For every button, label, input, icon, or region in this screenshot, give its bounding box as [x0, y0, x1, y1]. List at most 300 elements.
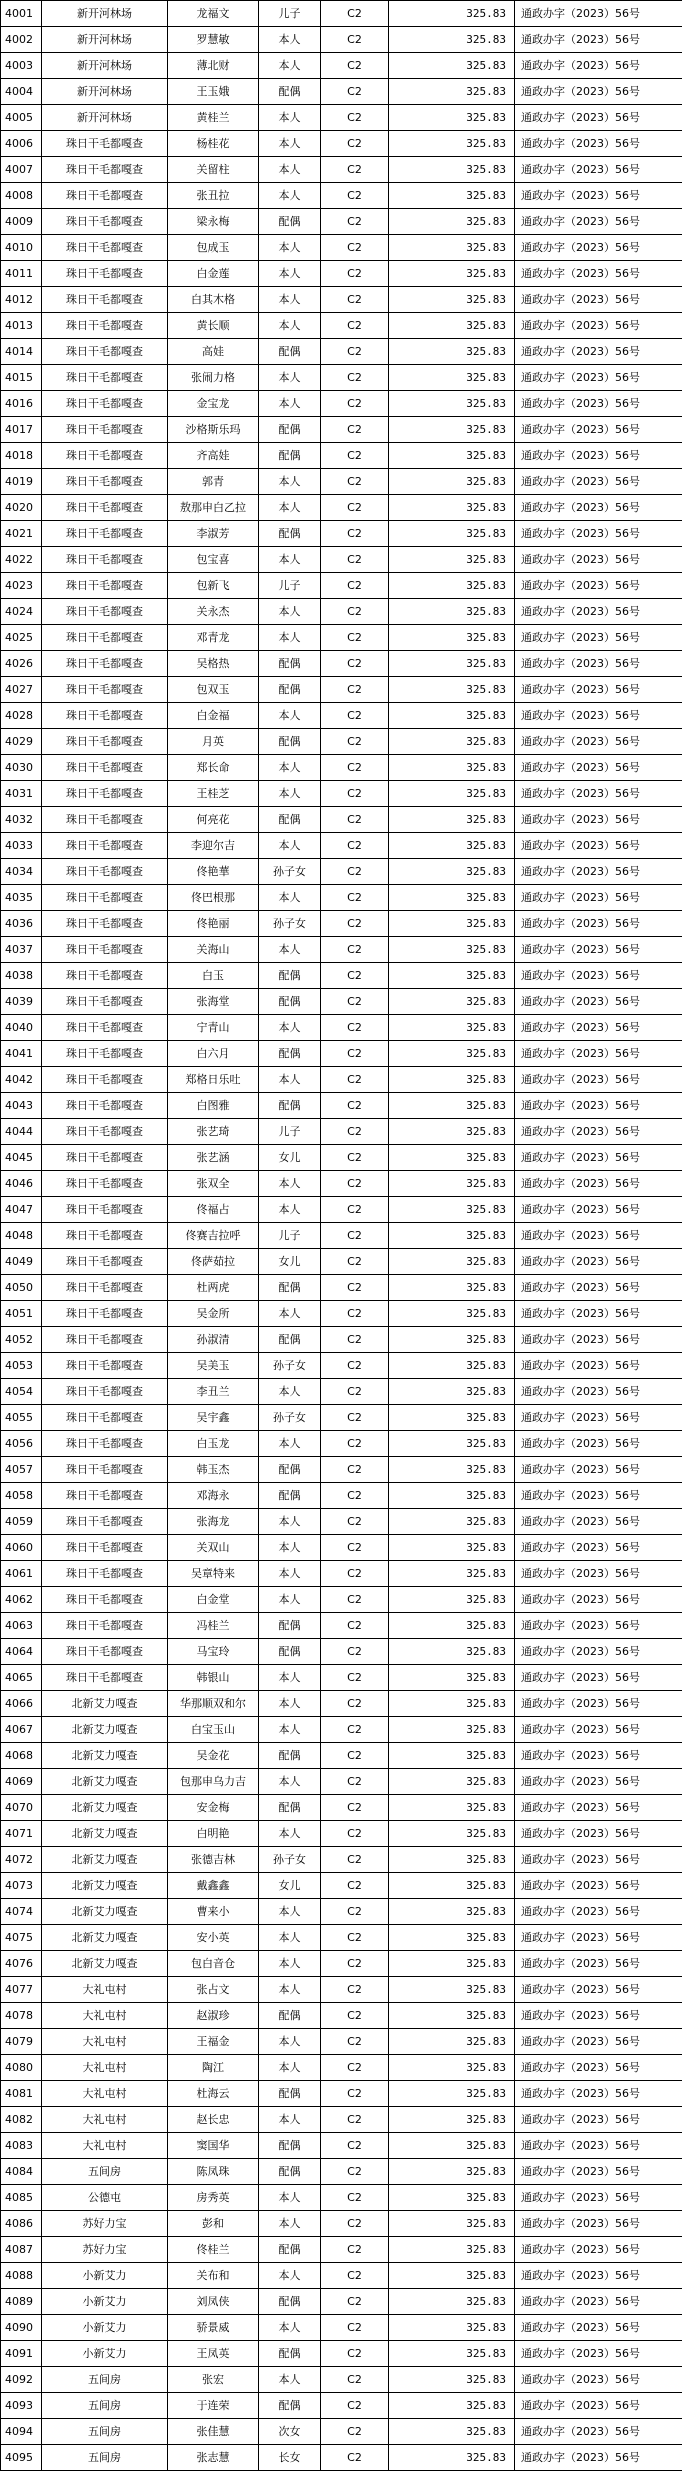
serial-number-cell: 4070 [1, 1795, 42, 1821]
relation-cell: 本人 [259, 599, 321, 625]
name-cell: 白明艳 [168, 1821, 259, 1847]
serial-number-cell: 4080 [1, 2055, 42, 2081]
name-cell: 王桂芝 [168, 781, 259, 807]
document-number-cell: 通政办字（2023）56号 [515, 1717, 682, 1743]
village-cell: 珠日干毛都嘎查 [42, 573, 168, 599]
document-number-cell: 通政办字（2023）56号 [515, 1613, 682, 1639]
table-row [1, 443, 682, 469]
amount-cell: 325.83 [389, 209, 515, 235]
document-number-cell: 通政办字（2023）56号 [515, 261, 682, 287]
village-cell: 珠日干毛都嘎查 [42, 651, 168, 677]
name-cell: 陈凤珠 [168, 2159, 259, 2185]
table-row [1, 313, 682, 339]
relation-cell: 本人 [259, 781, 321, 807]
serial-number-cell: 4003 [1, 53, 42, 79]
serial-number-cell: 4073 [1, 1873, 42, 1899]
village-cell: 北新艾力嘎查 [42, 1873, 168, 1899]
document-number-cell: 通政办字（2023）56号 [515, 625, 682, 651]
name-cell: 赵长忠 [168, 2107, 259, 2133]
name-cell: 何亮花 [168, 807, 259, 833]
name-cell: 赵淑珍 [168, 2003, 259, 2029]
serial-number-cell: 4051 [1, 1301, 42, 1327]
license-class-cell: C2 [321, 651, 389, 677]
relation-cell: 本人 [259, 547, 321, 573]
relation-cell: 本人 [259, 1015, 321, 1041]
name-cell: 张志慧 [168, 2445, 259, 2471]
relation-cell: 本人 [259, 1951, 321, 1977]
name-cell: 包那申乌力吉 [168, 1769, 259, 1795]
relation-cell: 本人 [259, 53, 321, 79]
name-cell: 白六月 [168, 1041, 259, 1067]
serial-number-cell: 4039 [1, 989, 42, 1015]
table-row [1, 703, 682, 729]
table-row [1, 1587, 682, 1613]
serial-number-cell: 4045 [1, 1145, 42, 1171]
amount-cell: 325.83 [389, 1301, 515, 1327]
village-cell: 珠日干毛都嘎查 [42, 1093, 168, 1119]
name-cell: 白其木格 [168, 287, 259, 313]
table-row [1, 2289, 682, 2315]
village-cell: 小新艾力 [42, 2341, 168, 2367]
village-cell: 珠日干毛都嘎查 [42, 1665, 168, 1691]
name-cell: 关留柱 [168, 157, 259, 183]
document-number-cell: 通政办字（2023）56号 [515, 443, 682, 469]
table-row [1, 1067, 682, 1093]
name-cell: 佟艳丽 [168, 911, 259, 937]
license-class-cell: C2 [321, 1301, 389, 1327]
document-number-cell: 通政办字（2023）56号 [515, 495, 682, 521]
document-number-cell: 通政办字（2023）56号 [515, 1353, 682, 1379]
document-number-cell: 通政办字（2023）56号 [515, 2107, 682, 2133]
table-row [1, 105, 682, 131]
document-number-cell: 通政办字（2023）56号 [515, 1223, 682, 1249]
relation-cell: 本人 [259, 157, 321, 183]
relation-cell: 儿子 [259, 573, 321, 599]
name-cell: 薄北财 [168, 53, 259, 79]
village-cell: 北新艾力嘎查 [42, 1821, 168, 1847]
table-row [1, 1509, 682, 1535]
license-class-cell: C2 [321, 521, 389, 547]
document-number-cell: 通政办字（2023）56号 [515, 1249, 682, 1275]
name-cell: 张占文 [168, 1977, 259, 2003]
amount-cell: 325.83 [389, 1925, 515, 1951]
name-cell: 佟赛吉拉呼 [168, 1223, 259, 1249]
name-cell: 敖那申白乙拉 [168, 495, 259, 521]
name-cell: 梁永梅 [168, 209, 259, 235]
relation-cell: 配偶 [259, 1613, 321, 1639]
village-cell: 珠日干毛都嘎查 [42, 1431, 168, 1457]
license-class-cell: C2 [321, 2263, 389, 2289]
name-cell: 邓青龙 [168, 625, 259, 651]
amount-cell: 325.83 [389, 1, 515, 27]
amount-cell: 325.83 [389, 625, 515, 651]
table-row [1, 1093, 682, 1119]
name-cell: 白宝玉山 [168, 1717, 259, 1743]
amount-cell: 325.83 [389, 1951, 515, 1977]
table-row [1, 859, 682, 885]
village-cell: 珠日干毛都嘎查 [42, 911, 168, 937]
village-cell: 珠日干毛都嘎查 [42, 131, 168, 157]
amount-cell: 325.83 [389, 443, 515, 469]
license-class-cell: C2 [321, 2367, 389, 2393]
amount-cell: 325.83 [389, 1327, 515, 1353]
serial-number-cell: 4071 [1, 1821, 42, 1847]
serial-number-cell: 4014 [1, 339, 42, 365]
village-cell: 五间房 [42, 2419, 168, 2445]
serial-number-cell: 4075 [1, 1925, 42, 1951]
amount-cell: 325.83 [389, 1561, 515, 1587]
name-cell: 杨桂花 [168, 131, 259, 157]
license-class-cell: C2 [321, 1041, 389, 1067]
relation-cell: 孙子女 [259, 911, 321, 937]
license-class-cell: C2 [321, 1, 389, 27]
serial-number-cell: 4064 [1, 1639, 42, 1665]
name-cell: 曹来小 [168, 1899, 259, 1925]
name-cell: 郑格日乐吐 [168, 1067, 259, 1093]
serial-number-cell: 4037 [1, 937, 42, 963]
relation-cell: 本人 [259, 703, 321, 729]
document-number-cell: 通政办字（2023）56号 [515, 157, 682, 183]
village-cell: 珠日干毛都嘎查 [42, 729, 168, 755]
table-row [1, 521, 682, 547]
relation-cell: 配偶 [259, 1041, 321, 1067]
amount-cell: 325.83 [389, 417, 515, 443]
serial-number-cell: 4016 [1, 391, 42, 417]
village-cell: 珠日干毛都嘎查 [42, 1379, 168, 1405]
serial-number-cell: 4021 [1, 521, 42, 547]
document-number-cell: 通政办字（2023）56号 [515, 313, 682, 339]
document-number-cell: 通政办字（2023）56号 [515, 2159, 682, 2185]
amount-cell: 325.83 [389, 599, 515, 625]
amount-cell: 325.83 [389, 1769, 515, 1795]
table-row [1, 261, 682, 287]
serial-number-cell: 4049 [1, 1249, 42, 1275]
village-cell: 五间房 [42, 2393, 168, 2419]
name-cell: 冯桂兰 [168, 1613, 259, 1639]
amount-cell: 325.83 [389, 2133, 515, 2159]
license-class-cell: C2 [321, 1327, 389, 1353]
amount-cell: 325.83 [389, 495, 515, 521]
table-row [1, 963, 682, 989]
table-row [1, 1249, 682, 1275]
document-number-cell: 通政办字（2023）56号 [515, 1535, 682, 1561]
village-cell: 北新艾力嘎查 [42, 1899, 168, 1925]
name-cell: 彭和 [168, 2211, 259, 2237]
village-cell: 大礼屯村 [42, 2107, 168, 2133]
name-cell: 张艺涵 [168, 1145, 259, 1171]
table-row [1, 1431, 682, 1457]
serial-number-cell: 4053 [1, 1353, 42, 1379]
document-number-cell: 通政办字（2023）56号 [515, 2237, 682, 2263]
amount-cell: 325.83 [389, 339, 515, 365]
village-cell: 新开河林场 [42, 1, 168, 27]
name-cell: 骄景威 [168, 2315, 259, 2341]
serial-number-cell: 4012 [1, 287, 42, 313]
name-cell: 白金莲 [168, 261, 259, 287]
license-class-cell: C2 [321, 1457, 389, 1483]
relation-cell: 孙子女 [259, 1353, 321, 1379]
village-cell: 珠日干毛都嘎查 [42, 625, 168, 651]
document-number-cell: 通政办字（2023）56号 [515, 469, 682, 495]
amount-cell: 325.83 [389, 677, 515, 703]
village-cell: 珠日干毛都嘎查 [42, 1301, 168, 1327]
amount-cell: 325.83 [389, 53, 515, 79]
relation-cell: 本人 [259, 105, 321, 131]
amount-cell: 325.83 [389, 261, 515, 287]
village-cell: 五间房 [42, 2445, 168, 2471]
village-cell: 珠日干毛都嘎查 [42, 521, 168, 547]
amount-cell: 325.83 [389, 1275, 515, 1301]
license-class-cell: C2 [321, 443, 389, 469]
name-cell: 韩玉杰 [168, 1457, 259, 1483]
table-row [1, 1873, 682, 1899]
serial-number-cell: 4048 [1, 1223, 42, 1249]
document-number-cell: 通政办字（2023）56号 [515, 2419, 682, 2445]
license-class-cell: C2 [321, 677, 389, 703]
table-row [1, 1951, 682, 1977]
village-cell: 珠日干毛都嘎查 [42, 1275, 168, 1301]
village-cell: 苏好力宝 [42, 2211, 168, 2237]
village-cell: 珠日干毛都嘎查 [42, 703, 168, 729]
name-cell: 张海堂 [168, 989, 259, 1015]
village-cell: 珠日干毛都嘎查 [42, 469, 168, 495]
document-number-cell: 通政办字（2023）56号 [515, 963, 682, 989]
village-cell: 珠日干毛都嘎查 [42, 1509, 168, 1535]
village-cell: 珠日干毛都嘎查 [42, 1483, 168, 1509]
serial-number-cell: 4054 [1, 1379, 42, 1405]
document-number-cell: 通政办字（2023）56号 [515, 1405, 682, 1431]
relation-cell: 配偶 [259, 2237, 321, 2263]
serial-number-cell: 4036 [1, 911, 42, 937]
document-number-cell: 通政办字（2023）56号 [515, 2185, 682, 2211]
table-row [1, 1483, 682, 1509]
relation-cell: 本人 [259, 313, 321, 339]
table-row [1, 365, 682, 391]
license-class-cell: C2 [321, 1171, 389, 1197]
table-row [1, 131, 682, 157]
table-row [1, 1197, 682, 1223]
table-row [1, 1925, 682, 1951]
document-number-cell: 通政办字（2023）56号 [515, 365, 682, 391]
serial-number-cell: 4010 [1, 235, 42, 261]
serial-number-cell: 4055 [1, 1405, 42, 1431]
amount-cell: 325.83 [389, 313, 515, 339]
document-number-cell: 通政办字（2023）56号 [515, 1145, 682, 1171]
village-cell: 珠日干毛都嘎查 [42, 833, 168, 859]
amount-cell: 325.83 [389, 1197, 515, 1223]
village-cell: 公德屯 [42, 2185, 168, 2211]
document-number-cell: 通政办字（2023）56号 [515, 911, 682, 937]
license-class-cell: C2 [321, 2081, 389, 2107]
document-number-cell: 通政办字（2023）56号 [515, 2003, 682, 2029]
relation-cell: 配偶 [259, 1093, 321, 1119]
relation-cell: 本人 [259, 1431, 321, 1457]
name-cell: 金宝龙 [168, 391, 259, 417]
table-row [1, 937, 682, 963]
table-row [1, 2003, 682, 2029]
document-number-cell: 通政办字（2023）56号 [515, 1483, 682, 1509]
name-cell: 杜海云 [168, 2081, 259, 2107]
name-cell: 包新飞 [168, 573, 259, 599]
amount-cell: 325.83 [389, 781, 515, 807]
document-number-cell: 通政办字（2023）56号 [515, 781, 682, 807]
village-cell: 珠日干毛都嘎查 [42, 209, 168, 235]
table-row [1, 1223, 682, 1249]
village-cell: 珠日干毛都嘎查 [42, 885, 168, 911]
amount-cell: 325.83 [389, 547, 515, 573]
document-number-cell: 通政办字（2023）56号 [515, 53, 682, 79]
name-cell: 黄桂兰 [168, 105, 259, 131]
village-cell: 珠日干毛都嘎查 [42, 1327, 168, 1353]
serial-number-cell: 4004 [1, 79, 42, 105]
name-cell: 吴章特来 [168, 1561, 259, 1587]
serial-number-cell: 4006 [1, 131, 42, 157]
relation-cell: 本人 [259, 183, 321, 209]
document-number-cell: 通政办字（2023）56号 [515, 1665, 682, 1691]
table-row [1, 885, 682, 911]
relation-cell: 配偶 [259, 1327, 321, 1353]
document-number-cell: 通政办字（2023）56号 [515, 2029, 682, 2055]
serial-number-cell: 4058 [1, 1483, 42, 1509]
relation-cell: 配偶 [259, 443, 321, 469]
table-row [1, 2133, 682, 2159]
table-row [1, 1977, 682, 2003]
license-class-cell: C2 [321, 2133, 389, 2159]
table-row [1, 79, 682, 105]
serial-number-cell: 4090 [1, 2315, 42, 2341]
document-number-cell: 通政办字（2023）56号 [515, 1691, 682, 1717]
village-cell: 珠日干毛都嘎查 [42, 287, 168, 313]
village-cell: 珠日干毛都嘎查 [42, 781, 168, 807]
table-row [1, 1743, 682, 1769]
relation-cell: 孙子女 [259, 1405, 321, 1431]
serial-number-cell: 4056 [1, 1431, 42, 1457]
document-number-cell: 通政办字（2023）56号 [515, 287, 682, 313]
table-row [1, 677, 682, 703]
name-cell: 关双山 [168, 1535, 259, 1561]
license-class-cell: C2 [321, 1197, 389, 1223]
license-class-cell: C2 [321, 1275, 389, 1301]
name-cell: 韩银山 [168, 1665, 259, 1691]
amount-cell: 325.83 [389, 1405, 515, 1431]
table-row [1, 729, 682, 755]
document-number-cell: 通政办字（2023）56号 [515, 859, 682, 885]
serial-number-cell: 4072 [1, 1847, 42, 1873]
license-class-cell: C2 [321, 703, 389, 729]
serial-number-cell: 4038 [1, 963, 42, 989]
license-class-cell: C2 [321, 833, 389, 859]
village-cell: 新开河林场 [42, 53, 168, 79]
amount-cell: 325.83 [389, 2419, 515, 2445]
table-row [1, 1171, 682, 1197]
document-number-cell: 通政办字（2023）56号 [515, 391, 682, 417]
table-row [1, 469, 682, 495]
village-cell: 苏好力宝 [42, 2237, 168, 2263]
license-class-cell: C2 [321, 1691, 389, 1717]
relation-cell: 配偶 [259, 963, 321, 989]
village-cell: 大礼屯村 [42, 1977, 168, 2003]
table-row [1, 235, 682, 261]
document-number-cell: 通政办字（2023）56号 [515, 1873, 682, 1899]
name-cell: 张海龙 [168, 1509, 259, 1535]
amount-cell: 325.83 [389, 1431, 515, 1457]
table-row [1, 989, 682, 1015]
relation-cell: 本人 [259, 261, 321, 287]
serial-number-cell: 4094 [1, 2419, 42, 2445]
serial-number-cell: 4042 [1, 1067, 42, 1093]
license-class-cell: C2 [321, 1249, 389, 1275]
village-cell: 珠日干毛都嘎查 [42, 183, 168, 209]
table-row [1, 183, 682, 209]
license-class-cell: C2 [321, 131, 389, 157]
serial-number-cell: 4076 [1, 1951, 42, 1977]
name-cell: 安小英 [168, 1925, 259, 1951]
name-cell: 孙淑清 [168, 1327, 259, 1353]
serial-number-cell: 4040 [1, 1015, 42, 1041]
table-row [1, 2263, 682, 2289]
amount-cell: 325.83 [389, 2315, 515, 2341]
serial-number-cell: 4031 [1, 781, 42, 807]
relation-cell: 配偶 [259, 2159, 321, 2185]
relation-cell: 本人 [259, 937, 321, 963]
license-class-cell: C2 [321, 105, 389, 131]
license-class-cell: C2 [321, 1717, 389, 1743]
table-row [1, 157, 682, 183]
serial-number-cell: 4027 [1, 677, 42, 703]
name-cell: 马宝玲 [168, 1639, 259, 1665]
village-cell: 珠日干毛都嘎查 [42, 547, 168, 573]
license-class-cell: C2 [321, 1353, 389, 1379]
document-number-cell: 通政办字（2023）56号 [515, 1587, 682, 1613]
relation-cell: 儿子 [259, 1223, 321, 1249]
license-class-cell: C2 [321, 1899, 389, 1925]
name-cell: 安金梅 [168, 1795, 259, 1821]
serial-number-cell: 4078 [1, 2003, 42, 2029]
document-number-cell: 通政办字（2023）56号 [515, 1379, 682, 1405]
relation-cell: 本人 [259, 1769, 321, 1795]
amount-cell: 325.83 [389, 365, 515, 391]
serial-number-cell: 4015 [1, 365, 42, 391]
name-cell: 张丑拉 [168, 183, 259, 209]
document-number-cell: 通政办字（2023）56号 [515, 1951, 682, 1977]
village-cell: 珠日干毛都嘎查 [42, 1587, 168, 1613]
village-cell: 珠日干毛都嘎查 [42, 1119, 168, 1145]
name-cell: 佟桂兰 [168, 2237, 259, 2263]
table-row [1, 807, 682, 833]
amount-cell: 325.83 [389, 131, 515, 157]
license-class-cell: C2 [321, 1951, 389, 1977]
serial-number-cell: 4022 [1, 547, 42, 573]
amount-cell: 325.83 [389, 105, 515, 131]
name-cell: 窦国华 [168, 2133, 259, 2159]
amount-cell: 325.83 [389, 755, 515, 781]
name-cell: 张双全 [168, 1171, 259, 1197]
document-number-cell: 通政办字（2023）56号 [515, 105, 682, 131]
document-number-cell: 通政办字（2023）56号 [515, 1847, 682, 1873]
table-row [1, 2185, 682, 2211]
relation-cell: 本人 [259, 1171, 321, 1197]
document-number-cell: 通政办字（2023）56号 [515, 599, 682, 625]
license-class-cell: C2 [321, 417, 389, 443]
serial-number-cell: 4088 [1, 2263, 42, 2289]
name-cell: 关海山 [168, 937, 259, 963]
name-cell: 张佳慧 [168, 2419, 259, 2445]
amount-cell: 325.83 [389, 1821, 515, 1847]
serial-number-cell: 4074 [1, 1899, 42, 1925]
document-number-cell: 通政办字（2023）56号 [515, 209, 682, 235]
document-number-cell: 通政办字（2023）56号 [515, 989, 682, 1015]
document-number-cell: 通政办字（2023）56号 [515, 885, 682, 911]
